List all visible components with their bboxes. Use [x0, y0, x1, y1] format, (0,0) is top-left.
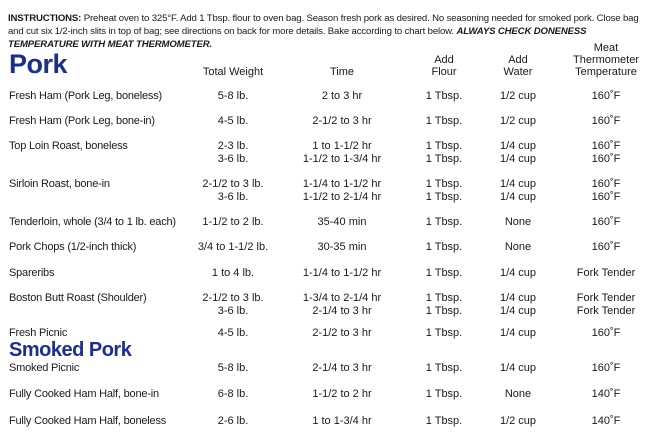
add-water-value: 1/2 cup [499, 115, 537, 127]
cut-name: Spareribs [9, 267, 55, 279]
temperature-value: Fork Tender [576, 292, 636, 304]
cook-time-value: 2-1/4 to 3 hr [312, 305, 372, 317]
total-weight-value: 2-6 lb. [217, 415, 249, 427]
add-water-value: 1/4 cup [499, 327, 537, 339]
temperature-cell [558, 216, 654, 229]
temperature-value: 160˚F [591, 153, 621, 165]
cook-time-value: 35-40 min [317, 216, 367, 228]
temperature-value: 160˚F [591, 140, 621, 152]
add-flour-value: 1 Tbsp. [425, 241, 463, 253]
temperature-value: 140˚F [591, 388, 621, 400]
cook-time-cell [262, 241, 422, 254]
cook-time-cell [262, 362, 422, 375]
add-flour-value: 1 Tbsp. [425, 415, 463, 427]
add-water-value: 1/4 cup [499, 140, 537, 152]
temperature-value: 140˚F [591, 415, 621, 427]
add-flour-cell [416, 90, 472, 103]
temperature-value: 160˚F [591, 216, 621, 228]
total-weight-value: 2-3 lb. [217, 140, 249, 152]
add-water-value: 1/2 cup [499, 415, 537, 427]
add-water-value: 1/4 cup [499, 267, 537, 279]
add-flour-value: 1 Tbsp. [425, 267, 463, 279]
cook-time-value: 30-35 min [317, 241, 367, 253]
add-water-value: 1/4 cup [499, 362, 537, 374]
cook-time-value: 1 to 1-1/2 hr [312, 140, 372, 152]
total-weight-value: 6-8 lb. [217, 388, 249, 400]
add-water-value: None [504, 241, 532, 253]
pork-section-title: Pork [9, 49, 68, 79]
total-weight-value: 3/4 to 1-1/2 lb. [197, 241, 269, 253]
add-flour-cell [416, 388, 472, 401]
cook-time-cell [262, 140, 422, 166]
temperature-value: 160˚F [591, 115, 621, 127]
cook-time-value: 1-3/4 to 2-1/4 hr [302, 292, 382, 304]
cut-name: Boston Butt Roast (Shoulder) [9, 292, 147, 304]
add-water-cell [484, 362, 552, 375]
total-weight-value: 5-8 lb. [217, 362, 249, 374]
temperature-cell [558, 388, 654, 401]
add-flour-value: 1 Tbsp. [425, 153, 463, 165]
temperature-cell [558, 327, 654, 340]
total-weight-value: 4-5 lb. [217, 327, 249, 339]
add-flour-value: 1 Tbsp. [425, 115, 463, 127]
add-water-cell [484, 292, 552, 318]
add-water-value: None [504, 216, 532, 228]
total-weight-value: 1-1/2 to 2 lb. [202, 216, 264, 228]
total-weight-value: 2-1/2 to 3 lb. [202, 178, 264, 190]
cook-time-value: 1-1/4 to 1-1/2 hr [302, 267, 382, 279]
add-water-cell [484, 140, 552, 166]
add-flour-value: 1 Tbsp. [425, 362, 463, 374]
cook-time-value: 1 to 1-3/4 hr [312, 415, 372, 427]
add-flour-value: 1 Tbsp. [425, 90, 463, 102]
add-water-value: None [504, 388, 532, 400]
temperature-value: Fork Tender [576, 305, 636, 317]
add-flour-cell [416, 216, 472, 229]
add-flour-value: 1 Tbsp. [425, 327, 463, 339]
instructions-text [8, 12, 650, 51]
temperature-cell [558, 415, 654, 428]
total-weight-value: 2-1/2 to 3 lb. [202, 292, 264, 304]
header-temp-line: Thermometer [572, 54, 640, 66]
add-water-value: 1/4 cup [499, 292, 537, 304]
add-flour-cell [416, 267, 472, 280]
add-flour-cell [416, 178, 472, 204]
temperature-value: 160˚F [591, 178, 621, 190]
header-total-weight: Total Weight [202, 66, 264, 78]
add-flour-cell [416, 115, 472, 128]
header-temp-line: Temperature [575, 66, 637, 78]
add-water-cell [484, 388, 552, 401]
temperature-cell [558, 140, 654, 166]
total-weight-value: 4-5 lb. [217, 115, 249, 127]
temperature-cell [558, 292, 654, 318]
cook-time-cell [262, 216, 422, 229]
cook-time-cell [262, 267, 422, 280]
header-add-water [484, 54, 552, 78]
cut-name: Sirloin Roast, bone-in [9, 178, 110, 190]
total-weight-value: 1 to 4 lb. [211, 267, 255, 279]
cut-name: Smoked Picnic [9, 362, 80, 374]
cut-name: Tenderloin, whole (3/4 to 1 lb. each) [9, 216, 176, 228]
cut-name: Fresh Ham (Pork Leg, bone-in) [9, 115, 155, 127]
temperature-cell [558, 90, 654, 103]
add-flour-value: 1 Tbsp. [425, 140, 463, 152]
add-water-cell [484, 327, 552, 340]
add-flour-cell [416, 362, 472, 375]
add-flour-value: 1 Tbsp. [425, 191, 463, 203]
add-water-value: 1/4 cup [499, 153, 537, 165]
cook-time-value: 2-1/2 to 3 hr [312, 115, 372, 127]
cook-time-cell [262, 178, 422, 204]
total-weight-value: 3-6 lb. [217, 305, 249, 317]
add-flour-value: 1 Tbsp. [425, 305, 463, 317]
add-flour-value: 1 Tbsp. [425, 292, 463, 304]
add-flour-cell [416, 327, 472, 340]
temperature-value: Fork Tender [576, 267, 636, 279]
cook-time-cell [262, 115, 422, 128]
total-weight-value: 3-6 lb. [217, 153, 249, 165]
cut-name: Fully Cooked Ham Half, boneless [9, 415, 167, 427]
temperature-value: 160˚F [591, 191, 621, 203]
instructions-lead: INSTRUCTIONS: [8, 13, 82, 24]
add-flour-value: 1 Tbsp. [425, 388, 463, 400]
cook-time-value: 2 to 3 hr [321, 90, 363, 102]
temperature-value: 160˚F [591, 327, 621, 339]
add-flour-value: 1 Tbsp. [425, 178, 463, 190]
add-water-cell [484, 241, 552, 254]
cook-time-cell [262, 388, 422, 401]
header-add-flour [416, 54, 472, 78]
cook-time-cell [262, 292, 422, 318]
temperature-cell [558, 267, 654, 280]
add-water-cell [484, 415, 552, 428]
add-water-cell [484, 216, 552, 229]
cook-time-value: 2-1/2 to 3 hr [312, 327, 372, 339]
cook-time-cell [262, 327, 422, 340]
temperature-cell [558, 241, 654, 254]
cook-time-value: 1-1/4 to 1-1/2 hr [302, 178, 382, 190]
cut-name: Fresh Ham (Pork Leg, boneless) [9, 90, 162, 102]
add-flour-cell [416, 415, 472, 428]
cut-name: Top Loin Roast, boneless [9, 140, 128, 152]
cut-name: Pork Chops (1/2-inch thick) [9, 241, 137, 253]
cook-time-value: 1-1/2 to 2 hr [312, 388, 372, 400]
temperature-cell [558, 115, 654, 128]
add-water-value: 1/4 cup [499, 305, 537, 317]
temperature-cell [558, 178, 654, 204]
header-water-line: Add [508, 54, 528, 66]
header-water-line: Water [503, 66, 533, 78]
total-weight-value: 3-6 lb. [217, 191, 249, 203]
header-flour-line: Flour [431, 66, 457, 78]
header-meat-thermometer-temperature [558, 42, 654, 78]
cook-time-value: 2-1/4 to 3 hr [312, 362, 372, 374]
total-weight-value: 5-8 lb. [217, 90, 249, 102]
add-water-value: 1/4 cup [499, 191, 537, 203]
header-flour-line: Add [434, 54, 454, 66]
temperature-cell [558, 362, 654, 375]
add-flour-cell [416, 140, 472, 166]
add-water-value: 1/4 cup [499, 178, 537, 190]
cook-time-cell [262, 415, 422, 428]
temperature-value: 160˚F [591, 241, 621, 253]
add-water-value: 1/2 cup [499, 90, 537, 102]
add-water-cell [484, 178, 552, 204]
instructions-warning: ALWAYS CHECK DONENESS TEMPERATURE WITH MEAT THERMOMETER. [8, 26, 587, 50]
add-water-cell [484, 267, 552, 280]
smoked-pork-section-title: Smoked Pork [9, 339, 132, 361]
cook-time-cell [262, 90, 422, 103]
header-time: Time [329, 66, 355, 78]
cook-time-value: 1-1/2 to 2-1/4 hr [302, 191, 382, 203]
header-temp-line: Meat [593, 42, 619, 54]
cook-time-value: 1-1/2 to 1-3/4 hr [302, 153, 382, 165]
add-water-cell [484, 115, 552, 128]
add-flour-value: 1 Tbsp. [425, 216, 463, 228]
cut-name: Fresh Picnic [9, 327, 68, 339]
add-flour-cell [416, 292, 472, 318]
temperature-value: 160˚F [591, 90, 621, 102]
add-flour-cell [416, 241, 472, 254]
add-water-cell [484, 90, 552, 103]
cut-name: Fully Cooked Ham Half, bone-in [9, 388, 159, 400]
instructions-body: Preheat oven to 325°F. Add 1 Tbsp. flour to oven bag. Season fresh pork as desired. No seasoning needed for smoked pork. Close bag and cut six 1/2-inch slits in top of bag; see directions on back for more details. Bake according to chart below. [8, 13, 639, 37]
temperature-value: 160˚F [591, 362, 621, 374]
